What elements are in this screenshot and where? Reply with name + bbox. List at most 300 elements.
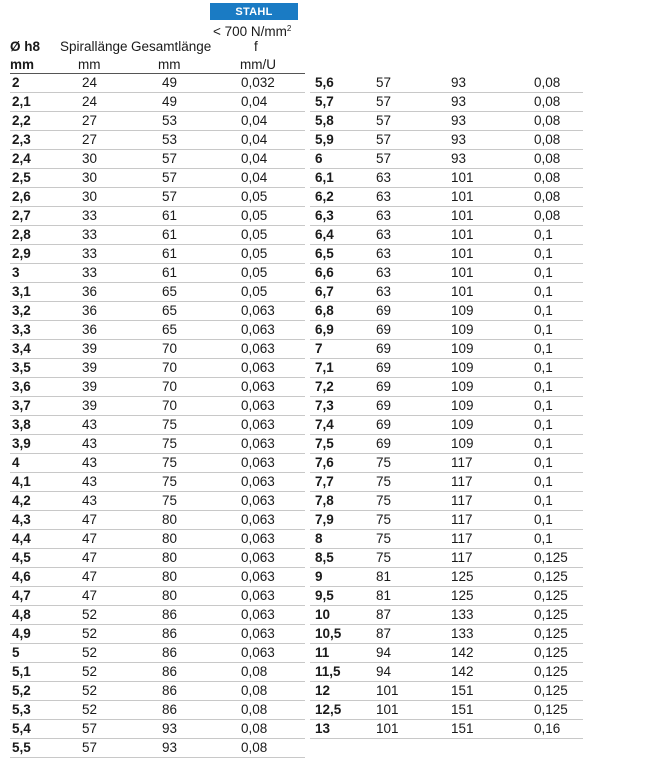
feed-cell: 0,063 bbox=[241, 474, 275, 489]
feed-cell: 0,063 bbox=[241, 550, 275, 565]
spiral-length-cell: 47 bbox=[82, 550, 98, 565]
spiral-length-cell: 33 bbox=[82, 265, 98, 280]
diameter-cell: 5 bbox=[12, 645, 20, 660]
feed-cell: 0,1 bbox=[534, 379, 553, 394]
feed-cell: 0,04 bbox=[241, 170, 268, 185]
spiral-length-cell: 87 bbox=[376, 607, 392, 622]
spiral-length-cell: 101 bbox=[376, 702, 399, 717]
feed-cell: 0,1 bbox=[534, 531, 553, 546]
spiral-length-cell: 69 bbox=[376, 379, 392, 394]
total-length-cell: 125 bbox=[451, 569, 474, 584]
feed-cell: 0,063 bbox=[241, 531, 275, 546]
total-length-cell: 86 bbox=[162, 626, 178, 641]
feed-cell: 0,063 bbox=[241, 607, 275, 622]
table-row bbox=[310, 606, 583, 625]
total-length-cell: 117 bbox=[451, 493, 473, 508]
feed-cell: 0,125 bbox=[534, 588, 568, 603]
table-row bbox=[10, 644, 305, 663]
total-length-cell: 80 bbox=[162, 569, 178, 584]
diameter-cell: 4,8 bbox=[12, 607, 31, 622]
diameter-header: Ø h8 bbox=[10, 39, 41, 54]
total-length-cell: 101 bbox=[451, 265, 474, 280]
table-row bbox=[310, 283, 583, 302]
total-length-cell: 75 bbox=[162, 455, 178, 470]
table-row bbox=[10, 169, 305, 188]
feed-cell: 0,063 bbox=[241, 360, 275, 375]
total-length-cell: 109 bbox=[451, 417, 474, 432]
table-row bbox=[10, 625, 305, 644]
table-row bbox=[10, 378, 305, 397]
spiral-length-cell: 33 bbox=[82, 227, 98, 242]
feed-cell: 0,1 bbox=[534, 512, 553, 527]
diameter-cell: 13 bbox=[315, 721, 331, 736]
diameter-cell: 3,6 bbox=[12, 379, 31, 394]
table-row bbox=[10, 74, 305, 93]
spiral-length-cell: 87 bbox=[376, 626, 392, 641]
table-row bbox=[10, 454, 305, 473]
total-length-cell: 49 bbox=[162, 75, 178, 90]
diameter-cell: 11,5 bbox=[315, 664, 341, 679]
spiral-length-cell: 47 bbox=[82, 531, 98, 546]
feed-cell: 0,05 bbox=[241, 265, 268, 280]
spiral-length-cell: 43 bbox=[82, 417, 98, 432]
spiral-length-cell: 57 bbox=[376, 113, 392, 128]
diameter-cell: 6,8 bbox=[315, 303, 334, 318]
diameter-cell: 3,4 bbox=[12, 341, 31, 356]
total-length-cell: 142 bbox=[451, 664, 474, 679]
diameter-cell: 12 bbox=[315, 683, 331, 698]
spiral-length-cell: 43 bbox=[82, 455, 98, 470]
total-length-cell: 93 bbox=[451, 151, 467, 166]
spiral-length-cell: 75 bbox=[376, 512, 392, 527]
total-length-cell: 61 bbox=[162, 246, 178, 261]
diameter-cell: 5,9 bbox=[315, 132, 334, 147]
table-row bbox=[310, 150, 583, 169]
feed-cell: 0,08 bbox=[534, 94, 561, 109]
spiral-length-cell: 52 bbox=[82, 607, 98, 622]
table-row bbox=[10, 150, 305, 169]
table-row bbox=[10, 435, 305, 454]
spiral-length-cell: 57 bbox=[82, 740, 98, 755]
feed-cell: 0,05 bbox=[241, 189, 268, 204]
diameter-cell: 10 bbox=[315, 607, 331, 622]
diameter-cell: 3,2 bbox=[12, 303, 31, 318]
spiral-length-cell: 57 bbox=[376, 132, 392, 147]
spiral-length-cell: 47 bbox=[82, 512, 98, 527]
feed-cell: 0,08 bbox=[534, 113, 561, 128]
spiral-length-cell: 63 bbox=[376, 246, 392, 261]
table-row bbox=[10, 226, 305, 245]
diameter-cell: 8,5 bbox=[315, 550, 334, 565]
total-length-cell: 75 bbox=[162, 417, 178, 432]
total-length-cell: 109 bbox=[451, 322, 474, 337]
feed-cell: 0,125 bbox=[534, 664, 568, 679]
diameter-cell: 9,5 bbox=[315, 588, 334, 603]
total-length-cell: 80 bbox=[162, 588, 178, 603]
table-row bbox=[310, 397, 583, 416]
feed-cell: 0,063 bbox=[241, 303, 275, 318]
spiral-length-cell: 57 bbox=[376, 75, 392, 90]
spiral-length-cell: 36 bbox=[82, 322, 98, 337]
table-row bbox=[310, 226, 583, 245]
table-row bbox=[10, 492, 305, 511]
spiral-length-cell: 39 bbox=[82, 360, 98, 375]
feed-cell: 0,032 bbox=[241, 75, 275, 90]
feed-cell: 0,1 bbox=[534, 474, 553, 489]
diameter-cell: 4,4 bbox=[12, 531, 31, 546]
diameter-cell: 4,9 bbox=[12, 626, 31, 641]
diameter-cell: 4,7 bbox=[12, 588, 31, 603]
diameter-cell: 6,6 bbox=[315, 265, 334, 280]
feed-cell: 0,1 bbox=[534, 322, 553, 337]
table-row bbox=[310, 340, 583, 359]
spiral-length-cell: 75 bbox=[376, 531, 392, 546]
total-length-cell: 75 bbox=[162, 493, 178, 508]
total-length-cell: 86 bbox=[162, 664, 178, 679]
feed-cell: 0,063 bbox=[241, 341, 275, 356]
diameter-cell: 3,3 bbox=[12, 322, 31, 337]
spiral-length-cell: 75 bbox=[376, 455, 392, 470]
total-length-cell: 61 bbox=[162, 208, 178, 223]
feed-cell: 0,063 bbox=[241, 417, 275, 432]
diameter-cell: 2,6 bbox=[12, 189, 31, 204]
table-row bbox=[10, 302, 305, 321]
diameter-cell: 11 bbox=[315, 645, 330, 660]
feed-cell: 0,1 bbox=[534, 398, 553, 413]
table-row bbox=[310, 492, 583, 511]
total-length-cell: 109 bbox=[451, 341, 474, 356]
diameter-cell: 4,5 bbox=[12, 550, 31, 565]
diameter-cell: 2,9 bbox=[12, 246, 31, 261]
total-length-cell: 151 bbox=[451, 683, 474, 698]
spiral-length-cell: 30 bbox=[82, 189, 98, 204]
diameter-cell: 2,3 bbox=[12, 132, 31, 147]
feed-cell: 0,125 bbox=[534, 550, 568, 565]
feed-cell: 0,08 bbox=[534, 208, 561, 223]
feed-cell: 0,08 bbox=[534, 189, 561, 204]
feed-cell: 0,1 bbox=[534, 417, 553, 432]
total-length-cell: 117 bbox=[451, 512, 473, 527]
spiral-length-cell: 69 bbox=[376, 360, 392, 375]
table-row bbox=[310, 359, 583, 378]
spiral-length-cell: 43 bbox=[82, 436, 98, 451]
diameter-cell: 7,6 bbox=[315, 455, 334, 470]
spiral-length-cell: 27 bbox=[82, 132, 98, 147]
total-length-cell: 75 bbox=[162, 436, 178, 451]
spiral-length-cell: 30 bbox=[82, 170, 98, 185]
total-length-cell: 151 bbox=[451, 702, 474, 717]
total-length-cell: 93 bbox=[451, 94, 467, 109]
spiral-length-cell: 69 bbox=[376, 322, 392, 337]
table-row bbox=[310, 245, 583, 264]
spiral-length-cell: 43 bbox=[82, 493, 98, 508]
spiral-length-cell: 75 bbox=[376, 474, 392, 489]
table-row bbox=[10, 473, 305, 492]
diameter-unit: mm bbox=[10, 57, 35, 72]
feed-cell: 0,125 bbox=[534, 683, 568, 698]
total-length-cell: 53 bbox=[162, 132, 178, 147]
diameter-cell: 6,2 bbox=[315, 189, 334, 204]
total-length-cell: 151 bbox=[451, 721, 474, 736]
feed-unit: mm/U bbox=[240, 57, 276, 72]
total-length-cell: 65 bbox=[162, 322, 178, 337]
feed-cell: 0,063 bbox=[241, 322, 275, 337]
table-row bbox=[10, 606, 305, 625]
total-length-cell: 93 bbox=[162, 721, 178, 736]
table-row bbox=[10, 321, 305, 340]
diameter-cell: 4 bbox=[12, 455, 20, 470]
spiral-length-cell: 47 bbox=[82, 569, 98, 584]
diameter-cell: 5,2 bbox=[12, 683, 31, 698]
total-length-cell: 70 bbox=[162, 341, 178, 356]
spiral-length-header: Spirallänge bbox=[60, 39, 128, 54]
table-row bbox=[310, 701, 583, 720]
feed-cell: 0,063 bbox=[241, 398, 275, 413]
feed-cell: 0,063 bbox=[241, 569, 275, 584]
feed-cell: 0,16 bbox=[534, 721, 561, 736]
feed-cell: 0,05 bbox=[241, 227, 268, 242]
diameter-cell: 2,7 bbox=[12, 208, 31, 223]
total-length-cell: 70 bbox=[162, 379, 178, 394]
diameter-cell: 6,1 bbox=[315, 170, 334, 185]
total-length-cell: 101 bbox=[451, 189, 474, 204]
total-length-cell: 117 bbox=[451, 474, 473, 489]
feed-cell: 0,04 bbox=[241, 132, 268, 147]
spiral-length-cell: 24 bbox=[82, 75, 98, 90]
total-length-cell: 109 bbox=[451, 379, 474, 394]
diameter-cell: 6,3 bbox=[315, 208, 334, 223]
total-length-cell: 61 bbox=[162, 227, 178, 242]
total-length-cell: 109 bbox=[451, 436, 474, 451]
total-length-cell: 80 bbox=[162, 512, 178, 527]
spiral-length-cell: 69 bbox=[376, 417, 392, 432]
total-length-cell: 70 bbox=[162, 398, 178, 413]
strength-label: < 700 $N/mm^2$ bbox=[213, 24, 292, 39]
feed-cell: 0,1 bbox=[534, 303, 553, 318]
diameter-cell: 10,5 bbox=[315, 626, 342, 641]
spiral-length-cell: 52 bbox=[82, 683, 98, 698]
feed-cell: 0,05 bbox=[241, 246, 268, 261]
feed-cell: 0,125 bbox=[534, 607, 568, 622]
material-badge: STAHL bbox=[210, 3, 298, 20]
total-length-cell: 93 bbox=[162, 740, 178, 755]
spiral-length-cell: 57 bbox=[376, 94, 392, 109]
feed-cell: 0,08 bbox=[241, 721, 268, 736]
spiral-length-cell: 30 bbox=[82, 151, 98, 166]
diameter-cell: 6,9 bbox=[315, 322, 334, 337]
diameter-cell: 3 bbox=[12, 265, 20, 280]
diameter-cell: 7,8 bbox=[315, 493, 334, 508]
table-row bbox=[10, 530, 305, 549]
total-length-cell: 61 bbox=[162, 265, 178, 280]
spiral-length-cell: 63 bbox=[376, 170, 392, 185]
spiral-length-cell: 36 bbox=[82, 303, 98, 318]
diameter-cell: 7 bbox=[315, 341, 323, 356]
spiral-length-cell: 36 bbox=[82, 284, 98, 299]
feed-cell: 0,1 bbox=[534, 227, 553, 242]
total-length-cell: 80 bbox=[162, 550, 178, 565]
feed-cell: 0,04 bbox=[241, 94, 268, 109]
table-row bbox=[310, 663, 583, 682]
feed-cell: 0,063 bbox=[241, 436, 275, 451]
diameter-cell: 8 bbox=[315, 531, 323, 546]
spiral-length-cell: 39 bbox=[82, 379, 98, 394]
spiral-length-cell: 81 bbox=[376, 569, 392, 584]
spiral-length-cell: 27 bbox=[82, 113, 98, 128]
diameter-cell: 7,3 bbox=[315, 398, 334, 413]
total-length-cell: 75 bbox=[162, 474, 178, 489]
feed-cell: 0,08 bbox=[241, 683, 268, 698]
table-row bbox=[10, 682, 305, 701]
diameter-cell: 6,7 bbox=[315, 284, 334, 299]
total-length-cell: 86 bbox=[162, 683, 178, 698]
table-row bbox=[310, 207, 583, 226]
feed-cell: 0,1 bbox=[534, 265, 553, 280]
feed-cell: 0,125 bbox=[534, 569, 568, 584]
table-row bbox=[310, 321, 583, 340]
total-length-cell: 101 bbox=[451, 246, 474, 261]
table-row bbox=[10, 245, 305, 264]
diameter-cell: 2,8 bbox=[12, 227, 31, 242]
spiral-length-cell: 69 bbox=[376, 398, 392, 413]
table-row bbox=[10, 283, 305, 302]
spiral-length-cell: 63 bbox=[376, 284, 392, 299]
total-length-cell: 49 bbox=[162, 94, 178, 109]
spiral-length-cell: 57 bbox=[82, 721, 98, 736]
diameter-cell: 2,5 bbox=[12, 170, 31, 185]
table-row bbox=[10, 587, 305, 606]
table-row bbox=[310, 131, 583, 150]
spiral-length-cell: 57 bbox=[376, 151, 392, 166]
spiral-length-cell: 101 bbox=[376, 683, 399, 698]
feed-cell: 0,1 bbox=[534, 341, 553, 356]
feed-cell: 0,063 bbox=[241, 455, 275, 470]
feed-cell: 0,063 bbox=[241, 512, 275, 527]
diameter-cell: 7,2 bbox=[315, 379, 334, 394]
total-length-cell: 101 bbox=[451, 227, 474, 242]
diameter-cell: 9 bbox=[315, 569, 323, 584]
diameter-cell: 4,3 bbox=[12, 512, 31, 527]
spiral-length-cell: 33 bbox=[82, 208, 98, 223]
diameter-cell: 4,2 bbox=[12, 493, 31, 508]
table-row bbox=[310, 530, 583, 549]
table-row bbox=[310, 93, 583, 112]
spiral-length-cell: 47 bbox=[82, 588, 98, 603]
total-length-cell: 93 bbox=[451, 75, 467, 90]
diameter-cell: 6 bbox=[315, 151, 323, 166]
spiral-length-unit: mm bbox=[78, 57, 101, 72]
diameter-cell: 5,3 bbox=[12, 702, 31, 717]
table-row bbox=[10, 397, 305, 416]
table-row bbox=[310, 587, 583, 606]
table-row bbox=[10, 663, 305, 682]
diameter-cell: 2 bbox=[12, 75, 20, 90]
table-row bbox=[310, 644, 583, 663]
feed-cell: 0,08 bbox=[534, 75, 561, 90]
feed-cell: 0,125 bbox=[534, 626, 568, 641]
feed-cell: 0,125 bbox=[534, 645, 568, 660]
table-row bbox=[10, 359, 305, 378]
table-row bbox=[310, 74, 583, 93]
diameter-cell: 7,9 bbox=[315, 512, 334, 527]
table-row bbox=[10, 93, 305, 112]
total-length-cell: 93 bbox=[451, 113, 467, 128]
table-row bbox=[310, 302, 583, 321]
table-row bbox=[10, 131, 305, 150]
table-row bbox=[310, 473, 583, 492]
spiral-length-cell: 52 bbox=[82, 702, 98, 717]
total-length-cell: 101 bbox=[451, 284, 474, 299]
feed-cell: 0,063 bbox=[241, 588, 275, 603]
spiral-length-cell: 39 bbox=[82, 398, 98, 413]
table-row bbox=[310, 568, 583, 587]
total-length-cell: 109 bbox=[451, 398, 474, 413]
total-length-cell: 142 bbox=[451, 645, 474, 660]
feed-cell: 0,125 bbox=[534, 702, 568, 717]
feed-cell: 0,1 bbox=[534, 493, 553, 508]
total-length-cell: 101 bbox=[451, 208, 474, 223]
total-length-cell: 86 bbox=[162, 645, 178, 660]
table-row bbox=[310, 264, 583, 283]
total-length-cell: 80 bbox=[162, 531, 178, 546]
spiral-length-cell: 94 bbox=[376, 664, 392, 679]
table-row bbox=[10, 739, 305, 758]
total-length-header: Gesamtlänge bbox=[131, 39, 212, 54]
feed-cell: 0,04 bbox=[241, 113, 268, 128]
left-table bbox=[10, 74, 305, 758]
table-row bbox=[310, 625, 583, 644]
spiral-length-cell: 69 bbox=[376, 303, 392, 318]
spiral-length-cell: 94 bbox=[376, 645, 392, 660]
table-row bbox=[10, 549, 305, 568]
total-length-cell: 117 bbox=[451, 531, 473, 546]
feed-cell: 0,08 bbox=[241, 702, 268, 717]
feed-cell: 0,08 bbox=[241, 664, 268, 679]
diameter-cell: 7,1 bbox=[315, 360, 334, 375]
feed-cell: 0,08 bbox=[534, 151, 561, 166]
table-row bbox=[10, 112, 305, 131]
diameter-cell: 5,7 bbox=[315, 94, 334, 109]
table-row bbox=[310, 169, 583, 188]
spiral-length-cell: 52 bbox=[82, 626, 98, 641]
diameter-cell: 12,5 bbox=[315, 702, 342, 717]
spiral-length-cell: 63 bbox=[376, 227, 392, 242]
diameter-cell: 6,4 bbox=[315, 227, 334, 242]
diameter-cell: 3,9 bbox=[12, 436, 31, 451]
spiral-length-cell: 52 bbox=[82, 645, 98, 660]
diameter-cell: 5,4 bbox=[12, 721, 31, 736]
total-length-cell: 57 bbox=[162, 151, 178, 166]
diameter-cell: 3,5 bbox=[12, 360, 31, 375]
feed-cell: 0,1 bbox=[534, 246, 553, 261]
feed-header: f bbox=[254, 39, 258, 54]
table-row bbox=[310, 435, 583, 454]
total-length-cell: 65 bbox=[162, 303, 178, 318]
feed-cell: 0,04 bbox=[241, 151, 268, 166]
diameter-cell: 4,6 bbox=[12, 569, 31, 584]
diameter-cell: 4,1 bbox=[12, 474, 31, 489]
feed-cell: 0,063 bbox=[241, 645, 275, 660]
diameter-cell: 5,1 bbox=[12, 664, 31, 679]
diameter-cell: 3,7 bbox=[12, 398, 31, 413]
total-length-cell: 65 bbox=[162, 284, 178, 299]
total-length-cell: 57 bbox=[162, 189, 178, 204]
table-row bbox=[310, 549, 583, 568]
spiral-length-cell: 39 bbox=[82, 341, 98, 356]
table-row bbox=[310, 378, 583, 397]
spiral-length-cell: 43 bbox=[82, 474, 98, 489]
diameter-cell: 3,1 bbox=[12, 284, 31, 299]
